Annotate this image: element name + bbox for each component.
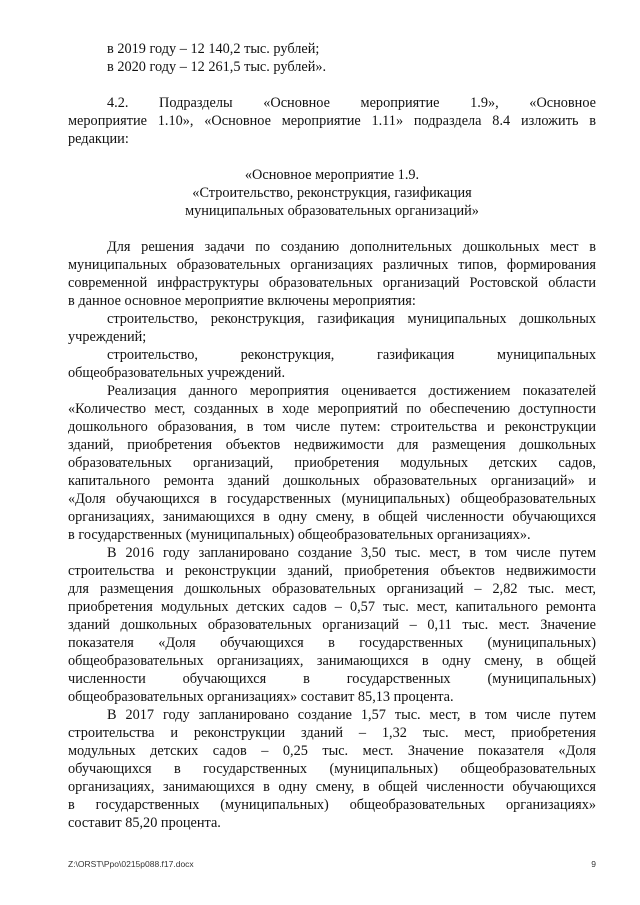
- section-heading: «Основное мероприятие 1.9.: [244, 167, 420, 183]
- page-number: 9: [591, 859, 596, 869]
- paragraph-line: в данное основное мероприятие включены мероприятия:: [68, 293, 416, 309]
- paragraph-line: зданий, приобретения объектов недвижимости для размещения дошкольных: [68, 437, 596, 453]
- paragraph-line: В 2016 году запланировано создание 3,50 тыс. мест, в том числе путем: [107, 545, 596, 561]
- section-heading: «Строительство, реконструкция, газификация: [192, 185, 472, 201]
- paragraph-line: общеобразовательных организациях, занимающихся в одну смену, в общей: [68, 653, 596, 669]
- paragraph-line: строительства и реконструкции зданий – 1,32 тыс. мест, приобретения: [68, 725, 596, 741]
- paragraph-line: «Доля обучающихся в государственных (муниципальных) общеобразовательных: [68, 491, 596, 507]
- paragraph-line: составит 85,20 процента.: [68, 815, 221, 831]
- paragraph-line: организациях, занимающихся в одну смену, в общей численности обучающихся: [68, 779, 596, 795]
- budget-line: в 2019 году – 12 140,2 тыс. рублей;: [107, 41, 320, 57]
- amendment-line: редакции:: [68, 131, 129, 147]
- paragraph-line: капитального ремонта зданий дошкольных образовательных организаций» и: [68, 473, 596, 489]
- paragraph-line: муниципальных образовательных организациях различных типов, формирования: [68, 257, 596, 273]
- paragraph-line: зданий дошкольных образовательных организаций – 0,11 тыс. мест. Значение: [68, 617, 596, 633]
- amendment-line: 4.2. Подразделы «Основное мероприятие 1.9», «Основное: [107, 95, 596, 111]
- list-item-line: общеобразовательных учреждений.: [68, 365, 286, 381]
- amendment-line: мероприятие 1.10», «Основное мероприятие 1.11» подраздела 8.4 изложить в: [68, 113, 596, 129]
- list-item-line: учреждений;: [68, 329, 147, 345]
- list-item-line: строительство, реконструкция, газификация муниципальных: [107, 347, 596, 363]
- paragraph-line: современной инфраструктуры образовательных организаций Ростовской области: [68, 275, 596, 291]
- paragraph-line: «Количество мест, созданных в ходе мероприятий по обеспечению доступности: [68, 401, 596, 417]
- paragraph-line: в государственных (муниципальных) общеобразовательных организациях»: [68, 797, 596, 813]
- budget-line: в 2020 году – 12 261,5 тыс. рублей».: [107, 59, 327, 75]
- paragraph-line: общеобразовательных организациях» составит 85,13 процента.: [68, 689, 454, 705]
- footer-file-path: Z:\ORST\Ppo\0215p088.f17.docx: [68, 859, 194, 869]
- paragraph-line: дошкольного образования, в том числе путем: строительства и реконструкции: [68, 419, 596, 435]
- paragraph-line: строительства и реконструкции зданий, приобретения объектов недвижимости: [68, 563, 596, 579]
- paragraph-line: модульных детских садов – 0,25 тыс. мест. Значение показателя «Доля: [68, 743, 596, 759]
- paragraph-line: численности обучающихся в государственных (муниципальных): [68, 671, 596, 687]
- paragraph-line: в государственных (муниципальных) общеобразовательных организациях».: [68, 527, 531, 543]
- paragraph-line: Для решения задачи по созданию дополнительных дошкольных мест в: [107, 239, 596, 255]
- paragraph-line: В 2017 году запланировано создание 1,57 тыс. мест, в том числе путем: [107, 707, 596, 723]
- section-heading: муниципальных образовательных организаций»: [185, 203, 479, 219]
- paragraph-line: Реализация данного мероприятия оценивается достижением показателей: [107, 383, 596, 399]
- paragraph-line: организациях, занимающихся в одну смену, в общей численности обучающихся: [68, 509, 596, 525]
- paragraph-line: обучающихся в государственных (муниципальных) общеобразовательных: [68, 761, 596, 777]
- paragraph-line: для размещения дошкольных образовательных организаций – 2,82 тыс. мест,: [68, 581, 596, 597]
- paragraph-line: показателя «Доля обучающихся в государственных (муниципальных): [68, 635, 596, 651]
- paragraph-line: образовательных организаций, приобретения модульных детских садов,: [68, 455, 596, 471]
- paragraph-line: приобретения модульных детских садов – 0,57 тыс. мест, капитального ремонта: [68, 599, 596, 615]
- list-item-line: строительство, реконструкция, газификация муниципальных дошкольных: [107, 311, 596, 327]
